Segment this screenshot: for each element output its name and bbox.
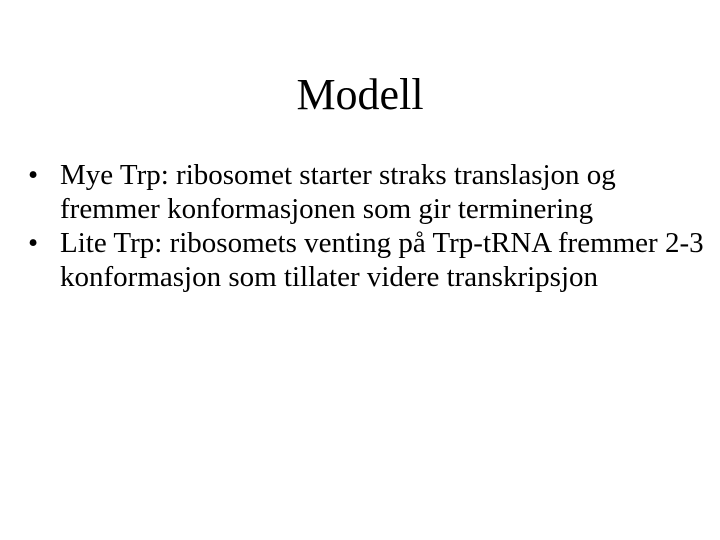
bullet-text: Mye Trp: ribosomet starter straks translasjon og fremmer konformasjonen som gir terminering bbox=[60, 159, 616, 225]
bullet-marker-icon: • bbox=[28, 159, 39, 191]
bullet-item-mye-trp bbox=[28, 158, 708, 226]
bullet-text: Lite Trp: ribosomets venting på Trp-tRNA fremmer 2-3 konformasjon som tillater videre transkripsjon bbox=[60, 227, 704, 293]
bullet-item-lite-trp bbox=[28, 226, 708, 294]
slide-title: Modell bbox=[296, 70, 424, 119]
bullet-marker-icon: • bbox=[28, 227, 39, 259]
bullet-list bbox=[28, 158, 708, 294]
